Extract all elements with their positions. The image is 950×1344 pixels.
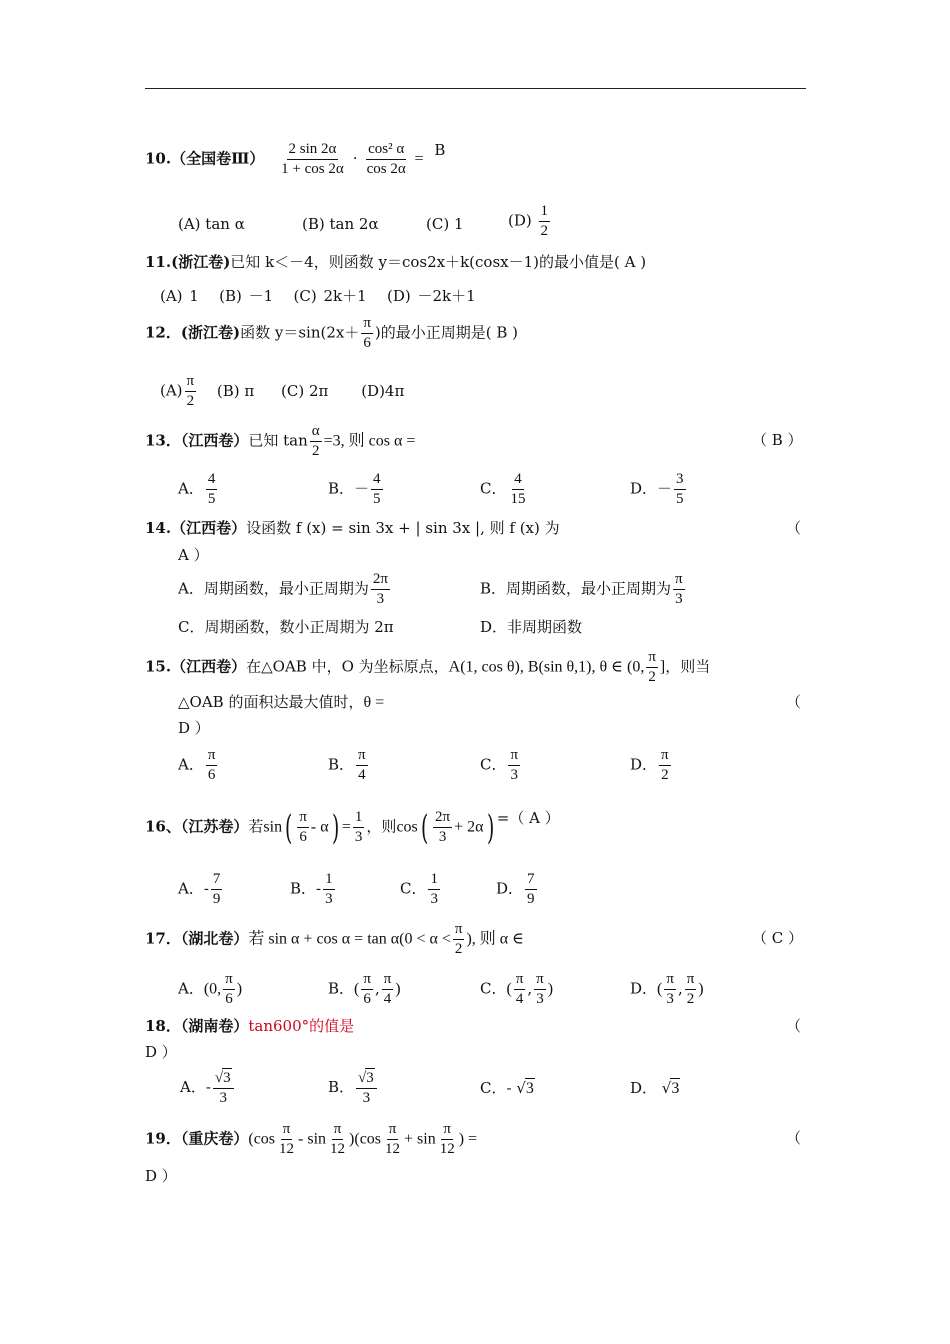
q10-option-c: (C) 1 bbox=[426, 215, 464, 233]
question-17: 17．（湖北卷）若 sin α + cos α = tan α(0 < α < $\frac{\pi}{2}$ ), 则 α ∈ bbox=[145, 921, 525, 957]
q10-fraction-1: $\frac{2 \sin 2\alpha}{1 + \cos 2\alpha}$ bbox=[281, 141, 344, 177]
question-15: 15.（江西卷）在△OAB 中，O 为坐标原点，A(1, cos θ), B(sin θ,1), θ ∈ (0, $\frac{\pi}{2}$ ]，则当 bbox=[145, 649, 711, 685]
q10-option-d: (D) $\frac{1}{2}$ bbox=[508, 203, 549, 239]
q18-option-b: B． $\frac{√3}{3}$ bbox=[328, 1068, 379, 1108]
q15-line-2: △OAB 的面积达最大值时，θ = bbox=[178, 693, 385, 711]
q18-option-a: A．- $\frac{√3}{3}$ bbox=[180, 1068, 236, 1108]
q10-fraction-2: $\frac{\text{cos² α}}{\cos 2\alpha}$ bbox=[366, 141, 406, 177]
question-16: 16、（江苏卷）若sin( $\frac{\pi}{6}$ - α) = $\frac{1}{3}$ ，则cos( $\frac{2\pi}{3}$ + 2α) =（ A ） bbox=[145, 807, 560, 848]
q14-option-a: A．周期函数，最小正周期为 $\frac{2\pi}{3}$ bbox=[178, 571, 388, 607]
question-11: 11.(浙江卷)已知 k＜－4，则函数 y＝cos2x＋k(cosx－1)的最小值是( A ) bbox=[145, 253, 647, 271]
q15-option-a: A． $\frac{\pi}{6}$ bbox=[178, 747, 216, 783]
q15-bracket: （ bbox=[786, 693, 802, 711]
q18-option-d: D． √3 bbox=[630, 1079, 680, 1097]
q18-bracket: （ bbox=[786, 1017, 802, 1035]
q16-option-c: C． $\frac{1}{3}$ bbox=[400, 871, 438, 907]
q14-option-d: D．非周期函数 bbox=[480, 618, 583, 636]
question-12: 12．(浙江卷)函数 y＝sin(2x＋ $\frac{\pi}{6}$ )的最小正周期是( B ) bbox=[145, 315, 519, 351]
q13-option-a: A． $\frac{4}{5}$ bbox=[178, 471, 216, 507]
q16-option-a: A．- $\frac{7}{9}$ bbox=[178, 871, 221, 907]
q10-option-b: (B) tan 2α bbox=[302, 215, 379, 233]
q11-options: (A) 1 (B) －1 (C) 2k＋1 (D) －2k＋1 bbox=[160, 287, 476, 305]
q17-option-a: A．(0, $\frac{\pi}{6}$ ) bbox=[178, 971, 243, 1007]
header-rule bbox=[145, 88, 806, 89]
q18-answer: D ） bbox=[145, 1043, 177, 1061]
question-14: 14.（江西卷）设函数 f (x) = sin 3x + | sin 3x |, 则 f (x) 为 bbox=[145, 519, 560, 537]
q16-option-d: D． $\frac{7}{9}$ bbox=[496, 871, 535, 907]
question-13: 13．（江西卷）已知 tan $\frac{\alpha}{2}$ =3, 则 cos α = bbox=[145, 423, 416, 459]
q14-option-c: C．周期函数，数小正周期为 2π bbox=[178, 618, 394, 636]
q15-option-b: B． $\frac{\pi}{4}$ bbox=[328, 747, 366, 783]
q13-option-d: D．－ $\frac{3}{5}$ bbox=[630, 471, 684, 507]
q17-answer: （ C ） bbox=[752, 929, 804, 947]
q15-answer: D ） bbox=[178, 719, 210, 737]
q18-option-c: C．- √3 bbox=[480, 1079, 534, 1097]
question-19: 19．（重庆卷）(cos $\frac{\pi}{12}$ - sin $\frac{\pi}{12}$ )(cos $\frac{\pi}{12}$ + sin $\frac{\pi}{12}$ ) = bbox=[145, 1121, 478, 1157]
q16-option-b: B．- $\frac{1}{3}$ bbox=[290, 871, 333, 907]
q14-answer: A ） bbox=[178, 546, 209, 564]
q10-head: 10.（全国卷Ⅲ） bbox=[145, 149, 265, 168]
q10-option-a: (A) tan α bbox=[178, 215, 245, 233]
q18-text: tan600°的值是 bbox=[248, 1017, 355, 1035]
q17-option-b: B．( $\frac{\pi}{6}$ , $\frac{\pi}{4}$ ) bbox=[328, 971, 401, 1007]
q12-options: (A) $\frac{\pi}{2}$ (B) π (C) 2π (D)4π bbox=[160, 373, 405, 409]
question-18: 18．（湖南卷）tan600°的值是 bbox=[145, 1017, 355, 1035]
q14-bracket: （ bbox=[786, 519, 802, 537]
q13-option-c: C． $\frac{4}{15}$ bbox=[480, 471, 526, 507]
q13-option-b: B．－ $\frac{4}{5}$ bbox=[328, 471, 381, 507]
q17-option-d: D．( $\frac{\pi}{3}$ , $\frac{\pi}{2}$ ) bbox=[630, 971, 704, 1007]
q19-answer: D ） bbox=[145, 1167, 177, 1185]
q10-answer: B bbox=[434, 141, 446, 159]
q14-option-b: B．周期函数，最小正周期为 $\frac{\pi}{3}$ bbox=[480, 571, 683, 607]
q13-answer: （ B ） bbox=[752, 431, 803, 449]
q17-option-c: C．( $\frac{\pi}{4}$ , $\frac{\pi}{3}$ ) bbox=[480, 971, 554, 1007]
question-10: 10.（全国卷Ⅲ） $\frac{2 \sin 2\alpha}{1 + \cos 2\alpha}$ · $\frac{\text{cos² α}}{\cos 2\alpha}$ = B bbox=[145, 141, 446, 177]
q15-option-c: C． $\frac{\pi}{3}$ bbox=[480, 747, 519, 783]
q19-bracket: （ bbox=[786, 1129, 802, 1147]
q15-option-d: D． $\frac{\pi}{2}$ bbox=[630, 747, 669, 783]
